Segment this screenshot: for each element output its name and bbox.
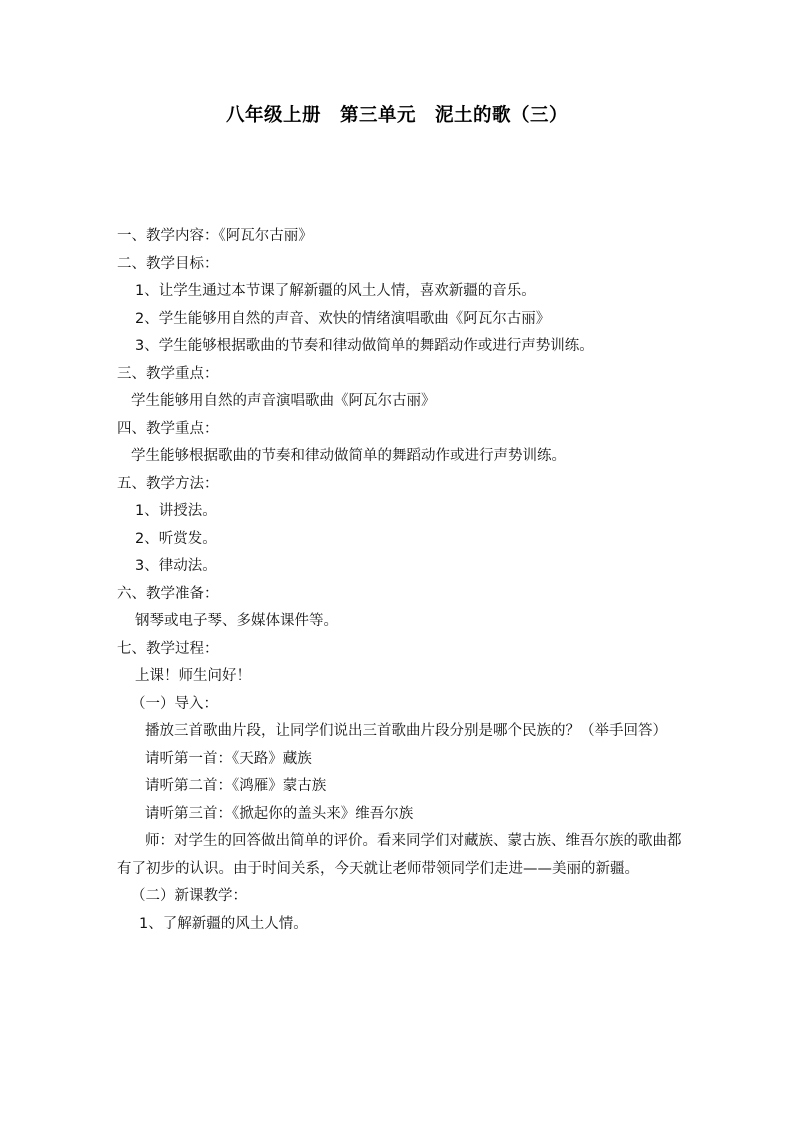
section-heading-key-points: 三、教学重点： (117, 365, 219, 382)
key-point-text-2: 学生能够根据歌曲的节奏和律动做简单的舞蹈动作或进行声势训练。 (131, 448, 566, 464)
goal-item-1: 1、让学生通过本节课了解新疆的风土人情，喜欢新疆的音乐。 (135, 283, 536, 299)
section-heading-teaching-content: 一、教学内容：《阿瓦尔古丽》 (117, 228, 313, 244)
goal-item-3: 3、学生能够根据歌曲的节奏和律动做简单的舞蹈动作或进行声势训练。 (135, 338, 594, 354)
process-greeting: 上课！师生问好！ (135, 668, 251, 684)
new-lesson-item-1: 1、了解新疆的风土人情。 (139, 915, 308, 932)
subsection-heading-intro: （一）导入： (131, 695, 218, 712)
key-point-text: 学生能够用自然的声音演唱歌曲《阿瓦尔古丽》 (131, 393, 436, 409)
preparation-text: 钢琴或电子琴、多媒体课件等。 (135, 613, 338, 629)
section-heading-preparation: 六、教学准备： (117, 585, 219, 602)
subsection-heading-new-lesson: （二）新课教学： (131, 888, 247, 904)
document-body (117, 223, 682, 938)
intro-paragraph: 播放三首歌曲片段，让同学们说出三首歌曲片段分别是哪个民族的？（举手回答） (145, 723, 667, 739)
song-item-2: 请听第二首：《鸿雁》蒙古族 (145, 778, 327, 794)
teacher-comment-paragraph: 师：对学生的回答做出简单的评价。看来同学们对藏族、蒙古族、维吾尔族的歌曲都有了初步的认识。由于时间关系，今天就让老师带领同学们走进——美丽的新疆。 (117, 833, 682, 877)
section-heading-teaching-process: 七、教学过程： (117, 640, 219, 657)
section-heading-key-points-2: 四、教学重点： (117, 420, 219, 437)
method-item-3: 3、律动法。 (135, 558, 217, 574)
document-title: 八年级上册 第三单元 泥土的歌（三） (225, 105, 568, 126)
song-item-1: 请听第一首：《天路》藏族 (145, 750, 312, 767)
method-item-2: 2、听赏发。 (135, 530, 217, 547)
method-item-1: 1、讲授法。 (135, 503, 217, 519)
section-heading-teaching-goals: 二、教学目标： (117, 255, 219, 272)
section-heading-teaching-methods: 五、教学方法： (117, 475, 219, 492)
song-item-3: 请听第三首：《掀起你的盖头来》维吾尔族 (145, 805, 414, 822)
goal-item-2: 2、学生能够用自然的声音、欢快的情绪演唱歌曲《阿瓦尔古丽》 (135, 310, 551, 327)
